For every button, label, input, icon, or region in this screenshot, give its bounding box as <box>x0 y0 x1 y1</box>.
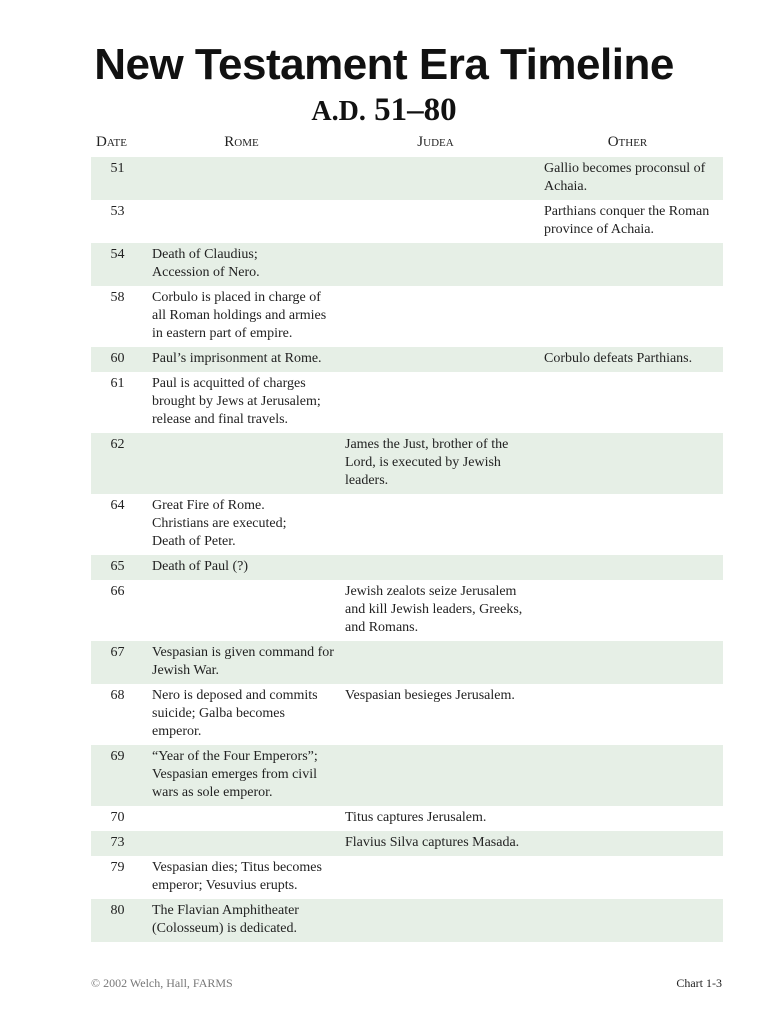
cell-rome: “Year of the Four Emperors”; Vespasian emerges from civil wars as sole emperor. <box>144 745 339 806</box>
table-row <box>91 641 723 684</box>
cell-judea <box>339 745 532 806</box>
cell-date: 68 <box>110 688 125 703</box>
table-row <box>91 157 723 200</box>
cell-other <box>532 494 723 555</box>
cell-judea: James the Just, brother of the Lord, is executed by Jewish leaders. <box>339 433 532 494</box>
cell-rome <box>144 580 339 641</box>
cell-other <box>532 806 723 831</box>
cell-rome: Paul is acquitted of charges brought by Jews at Jerusalem; release and final travels. <box>152 376 321 427</box>
cell-judea <box>339 243 532 286</box>
cell-other <box>532 641 723 684</box>
cell-other <box>532 684 723 745</box>
table-row <box>91 745 723 806</box>
chart-number: Chart 1-3 <box>676 976 722 990</box>
cell-other <box>532 286 723 347</box>
cell-date: 66 <box>110 584 125 599</box>
table-row <box>91 372 723 433</box>
cell-rome: Vespasian dies; Titus becomes emperor; Vesuvius erupts. <box>152 860 322 893</box>
table-row <box>91 494 723 555</box>
table-row <box>91 433 723 494</box>
table-row <box>91 806 723 831</box>
cell-date: 67 <box>91 641 144 684</box>
cell-judea <box>339 157 532 200</box>
table-row <box>91 899 723 942</box>
table-header-row <box>91 130 723 157</box>
cell-date: 58 <box>110 290 125 305</box>
cell-other <box>532 243 723 286</box>
cell-judea: Jewish zealots seize Jerusalem and kill Jewish leaders, Greeks, and Romans. <box>345 584 523 635</box>
cell-date: 69 <box>91 745 144 806</box>
cell-judea: Titus captures Jerusalem. <box>345 810 487 825</box>
subtitle-range: 51–80 <box>374 92 457 128</box>
table-row <box>91 831 723 856</box>
table-row <box>91 555 723 580</box>
cell-date: 62 <box>91 433 144 494</box>
cell-other <box>532 433 723 494</box>
cell-rome <box>144 157 339 200</box>
cell-other <box>532 856 723 899</box>
page-title: New Testament Era Timeline <box>94 40 674 89</box>
cell-rome: The Flavian Amphitheater (Colosseum) is dedicated. <box>144 899 339 942</box>
cell-judea <box>339 899 532 942</box>
cell-rome <box>144 433 339 494</box>
cell-date: 80 <box>91 899 144 942</box>
cell-rome: Corbulo is placed in charge of all Roman holdings and armies in eastern part of empire. <box>152 290 327 341</box>
cell-judea <box>339 555 532 580</box>
cell-other <box>532 899 723 942</box>
cell-date: 65 <box>91 555 144 580</box>
table-row <box>91 200 723 243</box>
table-row <box>91 243 723 286</box>
cell-other <box>532 831 723 856</box>
cell-judea <box>339 372 532 433</box>
cell-date: 73 <box>91 831 144 856</box>
cell-rome <box>144 831 339 856</box>
cell-judea <box>339 641 532 684</box>
cell-other: Gallio becomes proconsul of Achaia. <box>532 157 723 200</box>
cell-date: 70 <box>110 810 125 825</box>
cell-other <box>532 745 723 806</box>
cell-judea <box>339 347 532 372</box>
copyright-notice: © 2002 Welch, Hall, FARMS <box>91 976 233 990</box>
cell-date: 64 <box>110 498 125 513</box>
cell-judea <box>339 200 532 243</box>
table-row <box>91 347 723 372</box>
cell-date: 54 <box>91 243 144 286</box>
page-subtitle <box>0 92 768 129</box>
column-header-rome: Rome <box>224 134 259 150</box>
cell-judea <box>339 494 532 555</box>
timeline-table <box>91 130 723 942</box>
cell-rome: Death of Paul (?) <box>144 555 339 580</box>
cell-date: 60 <box>91 347 144 372</box>
cell-rome: Vespasian is given command for Jewish War. <box>144 641 339 684</box>
cell-rome: Paul’s imprisonment at Rome. <box>144 347 339 372</box>
cell-other <box>532 580 723 641</box>
cell-rome: Death of Claudius; Accession of Nero. <box>144 243 339 286</box>
cell-judea: Flavius Silva captures Masada. <box>339 831 532 856</box>
column-header-date: Date <box>96 134 127 150</box>
cell-date: 53 <box>110 204 125 219</box>
cell-date: 61 <box>110 376 125 391</box>
cell-judea <box>339 286 532 347</box>
cell-rome: Nero is deposed and commits suicide; Galba becomes emperor. <box>152 688 318 739</box>
cell-rome: Great Fire of Rome. Christians are executed; Death of Peter. <box>152 498 287 549</box>
cell-other: Corbulo defeats Parthians. <box>532 347 723 372</box>
cell-date: 79 <box>110 860 125 875</box>
cell-rome <box>144 200 339 243</box>
cell-other <box>532 372 723 433</box>
subtitle-era: A.D. <box>311 96 366 127</box>
cell-other: Parthians conquer the Roman province of Achaia. <box>544 204 710 237</box>
table-row <box>91 856 723 899</box>
timeline-body <box>91 157 723 942</box>
column-header-other: Other <box>607 134 648 150</box>
cell-date: 51 <box>91 157 144 200</box>
cell-rome <box>144 806 339 831</box>
cell-other <box>532 555 723 580</box>
cell-judea <box>339 856 532 899</box>
table-row <box>91 684 723 745</box>
cell-judea: Vespasian besieges Jerusalem. <box>345 688 515 703</box>
table-row <box>91 286 723 347</box>
column-header-judea: Judea <box>417 134 454 150</box>
table-row <box>91 580 723 641</box>
